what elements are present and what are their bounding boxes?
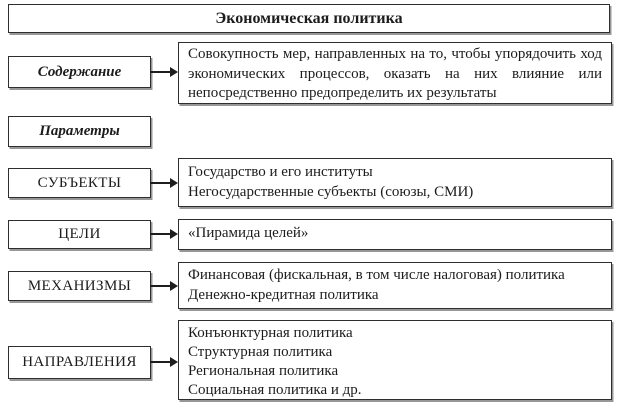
label-mekhanizmy: МЕХАНИЗМЫ (27, 277, 132, 294)
label-box-subekty (8, 168, 151, 198)
label-box-mekhanizmy (8, 271, 151, 301)
content-line: Структурная политика (188, 344, 333, 360)
arrow-shaft (150, 285, 171, 287)
label-soderzhanie: Содержание (37, 63, 122, 80)
label-box-napravleniya (8, 346, 151, 379)
content-box-napravleniya (178, 320, 612, 400)
arrow-head-icon (170, 281, 178, 291)
content-line: «Пирамида целей» (188, 225, 309, 241)
content-line: Государство и его институты (188, 164, 373, 180)
label-parametry: Параметры (39, 123, 120, 139)
content-line: Финансовая (фискальная, в том числе налоговая) политика (188, 267, 565, 283)
arrow-head-icon (170, 178, 178, 188)
label-box-parametry (8, 116, 151, 147)
arrow-connector-napravleniya (150, 357, 178, 367)
content-box-subekty (178, 158, 612, 207)
label-napravleniya: НАПРАВЛЕНИЯ (22, 354, 137, 370)
arrow-shaft (150, 71, 171, 73)
label-tseli: ЦЕЛИ (58, 226, 101, 242)
content-box-soderzhanie (178, 42, 612, 104)
content-line: Конъюнктурная политика (188, 325, 353, 341)
arrow-connector-tseli (150, 229, 178, 239)
content-box-tseli (178, 219, 612, 250)
arrow-connector-subekty (150, 178, 178, 188)
arrow-connector-mekhanizmy (150, 281, 178, 291)
content-box-mekhanizmy (178, 262, 612, 309)
title-box (8, 4, 610, 33)
arrow-head-icon (170, 229, 178, 239)
content-line: Региональная политика (188, 363, 339, 379)
arrow-head-icon (170, 357, 178, 367)
arrow-shaft (150, 182, 171, 184)
page-title: Экономическая политика (215, 9, 403, 27)
label-subekty: СУБЪЕКТЫ (37, 174, 122, 191)
arrow-shaft (150, 361, 171, 363)
content-line: Денежно-кредитная политика (188, 286, 379, 303)
label-box-soderzhanie (8, 56, 151, 88)
arrow-connector-soderzhanie (150, 67, 178, 77)
arrow-head-icon (170, 67, 178, 77)
content-line: Социальная политика и др. (188, 382, 362, 398)
content-line: Негосударственные субъекты (союзы, СМИ) (188, 183, 474, 200)
label-box-tseli (8, 220, 151, 249)
arrow-shaft (150, 233, 171, 235)
content-text-soderzhanie: Совокупность мер, направленных на то, чтобы упорядочить ход экономических процессов, оказать на них влияние или непосредственно предопределить их результаты (188, 46, 602, 101)
